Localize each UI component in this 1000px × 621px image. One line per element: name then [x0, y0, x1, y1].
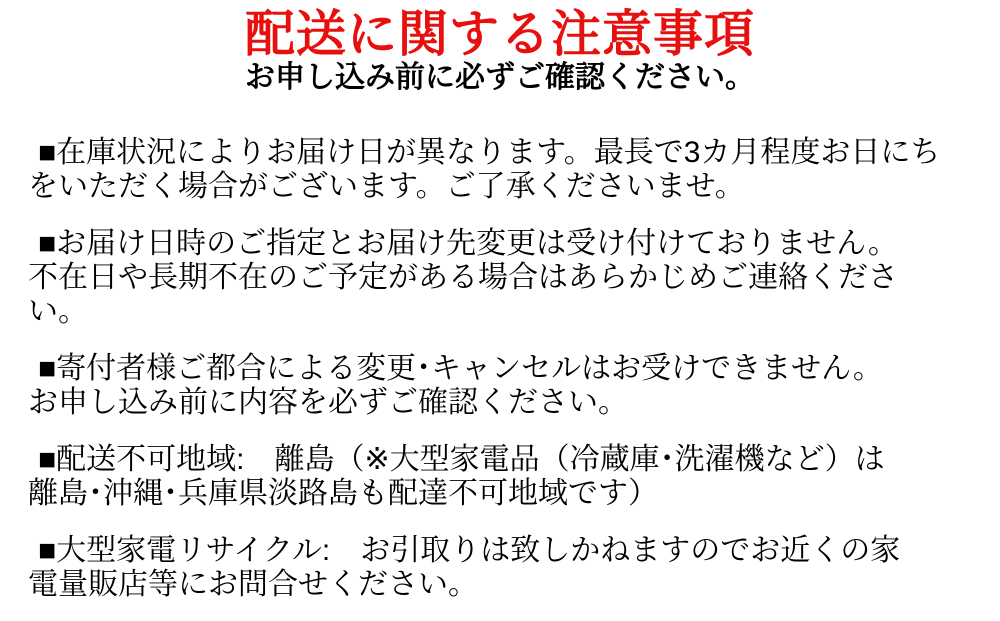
notice-item-appliance-recycling: ■大型家電リサイクル: お引取りは致しかねますのでお近くの家 電量販店等にお問合せください。	[28, 534, 901, 601]
page-subtitle: お申し込み前に必ずご確認ください。	[245, 61, 755, 94]
notice-item-no-cancellation: ■寄付者様ご都合による変更･キャンセルはお受けできません。 お申し込み前に内容を必ずご確認ください。	[28, 352, 883, 419]
page-title: 配送に関する注意事項	[245, 6, 755, 62]
notice-item-stock-delivery-date: ■在庫状況によりお届け日が異なります。最長で3カ月程度お日にち をいただく場合がございます。ご了承くださいませ。	[28, 136, 941, 203]
notice-item-undeliverable-areas: ■配送不可地域: 離島（※大型家電品（冷蔵庫･洗濯機など）は 離島･沖縄･兵庫県淡路島も配達不可地域です）	[28, 443, 885, 510]
notice-list	[28, 136, 975, 602]
notice-item-no-date-specification: ■お届け日時のご指定とお届け先変更は受け付けておりません。 不在日や長期不在のご予定がある場合はあらかじめご連絡くださ い。	[28, 227, 898, 328]
